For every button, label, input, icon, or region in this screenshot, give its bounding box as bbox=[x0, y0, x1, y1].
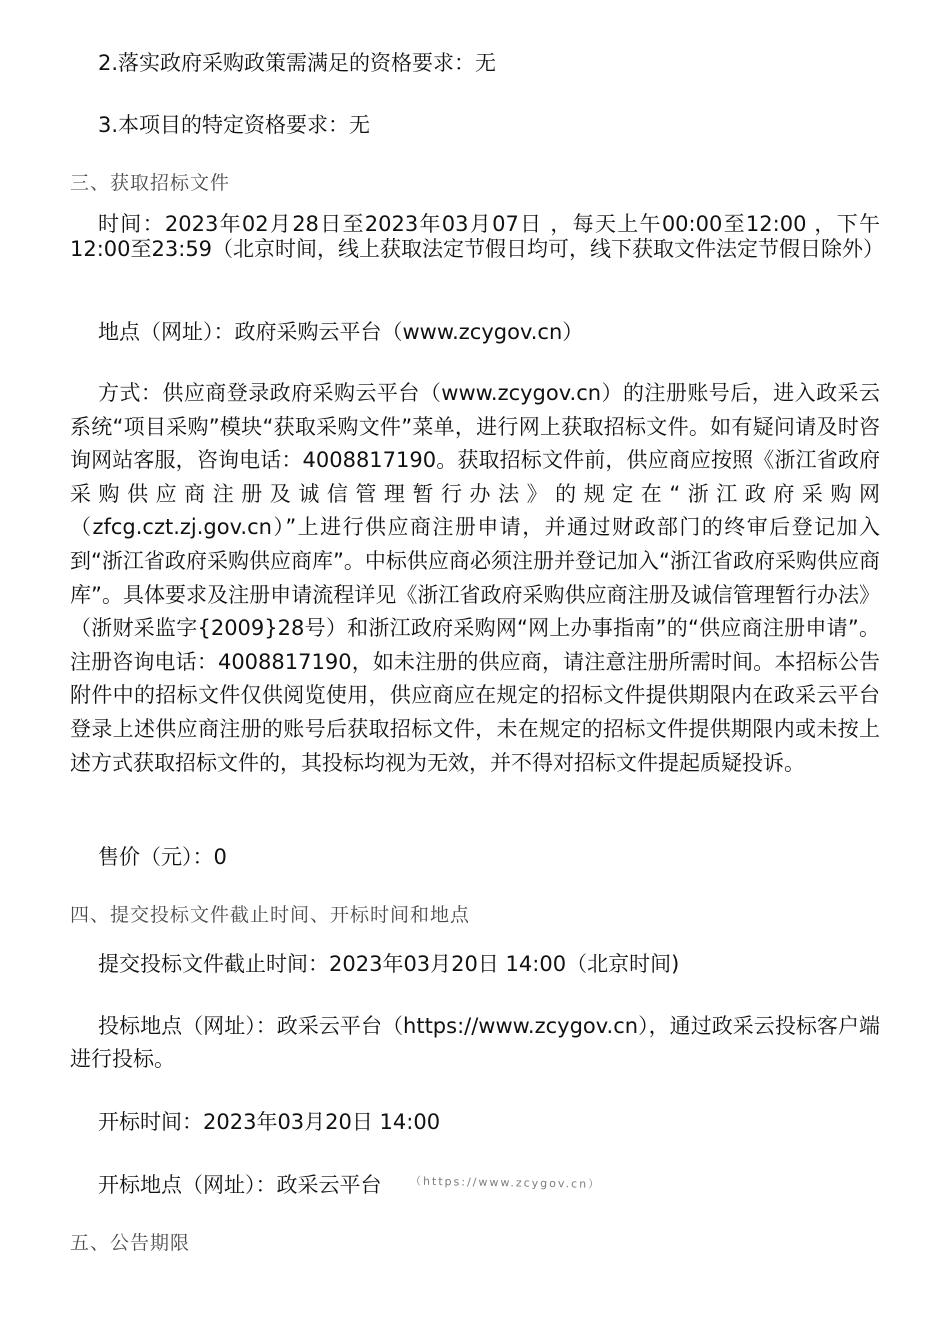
opening-location-label: 开标地点（网址）：政采云平台 bbox=[98, 1173, 382, 1197]
obtain-time-paragraph: 时间：2023年02月28日至2023年03月07日 ，每天上午00:00至12:00 ，下午12:00至23:59（北京时间，线上获取法定节假日均可，线下获取文件法定节假日除外） bbox=[70, 212, 885, 261]
section-heading-obtain-documents: 三、获取招标文件 bbox=[70, 172, 231, 194]
section-heading-announcement-period: 五、公告期限 bbox=[70, 1232, 191, 1254]
document-price-paragraph: 售价（元）：0 bbox=[98, 845, 227, 869]
bid-deadline-paragraph: 提交投标文件截止时间：2023年03月20日 14:00（北京时间) bbox=[98, 952, 680, 976]
qualification-item-2: 2.落实政府采购政策需满足的资格要求：无 bbox=[98, 51, 497, 75]
opening-time-paragraph: 开标时间：2023年03月20日 14:00 bbox=[98, 1110, 441, 1134]
bid-location-paragraph: 投标地点（网址）：政采云平台（https://www.zcygov.cn），通过政采云投标客户端进行投标。 bbox=[70, 1014, 880, 1071]
section-heading-deadline-opening: 四、提交投标文件截止时间、开标时间和地点 bbox=[70, 904, 471, 926]
obtain-method-paragraph: 方式：供应商登录政府采购云平台（www.zcygov.cn）的注册账号后，进入政采云系统“项目采购”模块“获取采购文件”菜单，进行网上获取招标文件。如有疑问请及时咨询网站客服，咨询电话：4008817190。获取招标文件前，供应商应按照《浙江省政府采购供应商注册及诚信管理暂行办法》的规定在“浙江政府采购网（zfcg.czt.zj.gov.cn）”上进行供应商注册申请，并通过财政部门的终审后登记加入到“浙江省政府采购供应商库”。中标供应商必须注册并登记加入“浙江省政府采购供应商库”。具体要求及注册申请流程详见《浙江省政府采购供应商注册及诚信管理暂行办法》（浙财采监字{2009}28号）和浙江政府采购网“网上办事指南”的“供应商注册申请”。注册咨询电话：4008817190，如未注册的供应商，请注意注册所需时间。本招标公告附件中的招标文件仅供阅览使用，供应商应在规定的招标文件提供期限内在政采云平台登录上述供应商注册的账号后获取招标文件，未在规定的招标文件提供期限内或未按上述方式获取招标文件的，其投标均视为无效，并不得对招标文件提起质疑投诉。 bbox=[70, 381, 880, 775]
qualification-item-3: 3.本项目的特定资格要求：无 bbox=[98, 113, 371, 137]
opening-location-paragraph bbox=[70, 1168, 880, 1206]
obtain-location-paragraph: 地点（网址）：政府采购云平台（www.zcygov.cn） bbox=[98, 320, 584, 344]
opening-location-url: （https://www.zcygov.cn） bbox=[409, 1174, 601, 1191]
